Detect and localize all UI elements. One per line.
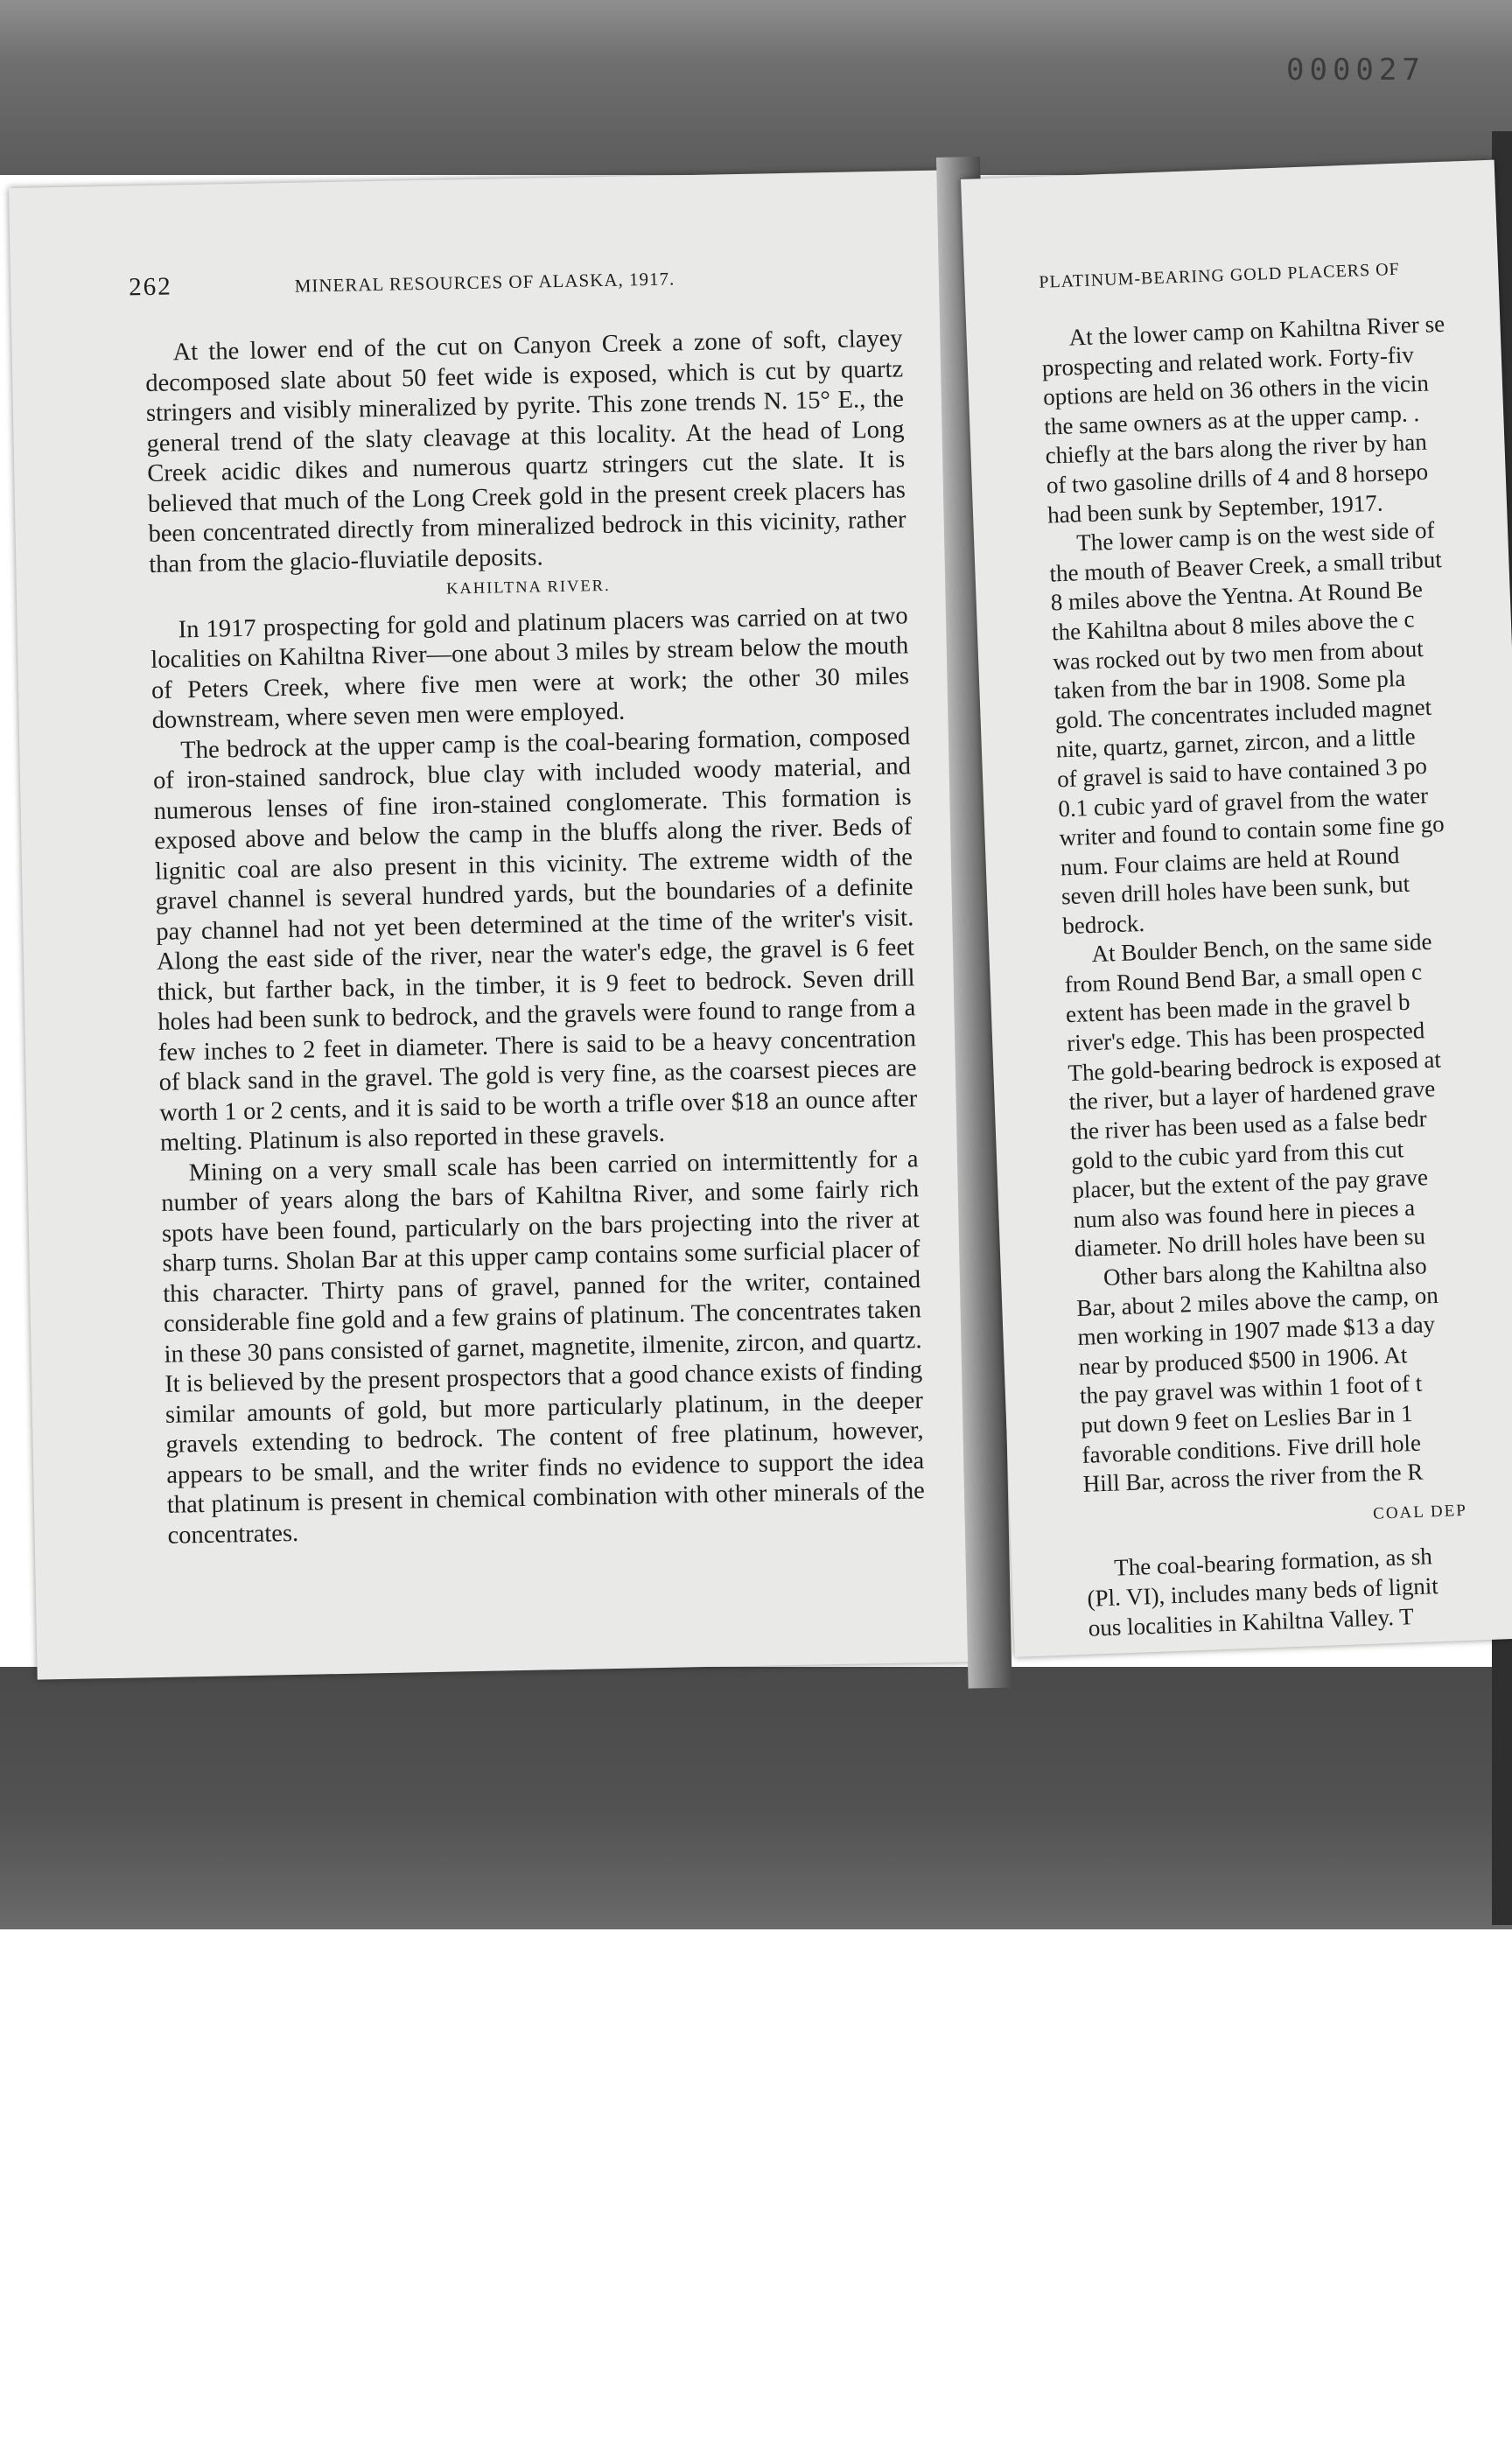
right-running-head: PLATINUM-BEARING GOLD PLACERS OF [1038,259,1401,292]
right-text-line: river's edge. This has been prospected [1066,1017,1425,1057]
running-head-title: MINERAL RESOURCES OF ALASKA, 1917. [294,268,676,297]
paragraph-bedrock-upper-camp: The bedrock at the upper camp is the coal-bearing formation, composed of iron-stained sandrock, blue clay with included woody material, and numerous lenses of fine iron-stained conglomerate. This formation is exposed above and below the camp in the bluffs along the river. Beds of lignitic coal are also present in this vicinity. The extreme width of the gravel channel is several hundred yards, but the boundaries of a definite pay channel had not yet been determined at the time of the writer's visit. Along the east side of the river, near the water's edge, the gravel is 6 feet thick, but farther back, in the timber, it is 9 feet to bedrock. Seven drill holes had been sunk to bedrock, and the gravels were found to range from a few inches to 2 feet in diameter. There is said to be a heavy concentration of black sand in the gravel. The gold is very fine, as the coarsest pieces are worth 1 or 2 cents, and it is said to be worth a trifle over $18 an ounce after melting. Platinum is also reported in these gravels. [152,722,918,1157]
right-text-line: the same owners as at the upper camp. . [1043,399,1420,440]
right-text-line: near by produced $500 in 1906. At [1078,1340,1408,1380]
right-text-line: writer and found to contain some fine go [1059,810,1446,851]
paragraph-canyon-creek: At the lower end of the cut on Canyon Creek a zone of soft, clayey decomposed slate about 50 feet wide is exposed, which is cut by quartz stringers and visibly mineralized by pyrite. This zone trends N. 15° E., the general trend of the slaty cleavage at this locality. At the head of Long Creek acidic dikes and numerous quartz stringers cut the slate. It is believed that much of the Long Creek gold in the present creek placers has been concentrated directly from mineralized bedrock in this vicinity, rather than from the glacio-fluviatile deposits. [145,325,906,578]
right-text-line: of two gasoline drills of 4 and 8 horsepo [1046,458,1429,499]
scan-background-top [0,0,1512,175]
right-text-line: men working in 1907 made $13 a day [1077,1311,1436,1351]
right-text-line: bedrock. [1061,909,1145,940]
right-text-line: the river, but a layer of hardened grave [1068,1075,1436,1116]
right-text-line: The lower camp is on the west side of [1075,516,1435,556]
right-text-line: ous localities in Kahiltna Valley. T [1088,1602,1415,1642]
right-text-line: num. Four claims are held at Round [1060,841,1400,881]
right-text-line: the pay gravel was within 1 foot of t [1079,1369,1423,1410]
right-page [961,160,1512,1657]
right-text-line: the mouth of Beaver Creek, a small tribut [1049,545,1443,587]
right-text-line: nite, quartz, garnet, zircon, and a little [1055,723,1417,763]
right-text-line: had been sunk by September, 1917. [1046,489,1383,528]
right-text-line: The coal-bearing formation, as sh [1113,1543,1433,1581]
right-text-line: of gravel is said to have contained 3 po [1056,752,1428,793]
right-text-line: the Kahiltna about 8 miles above the c [1051,606,1415,646]
right-text-line: At the lower camp on Kahiltna River se [1068,310,1446,351]
right-text-line: taken from the bar in 1908. Some pla [1053,664,1406,704]
right-text-line: At Boulder Bench, on the same side [1091,928,1433,968]
section-heading-coal-deposits: COAL DEP [1372,1501,1468,1523]
right-text-line: favorable conditions. Five drill hole [1081,1429,1422,1468]
right-text-line: 8 miles above the Yentna. At Round Be [1050,576,1424,616]
section-heading-kahiltna-river: KAHILTNA RIVER. [445,577,611,598]
left-text-column [11,323,970,1553]
right-text-line: prospecting and related work. Forty-fiv [1041,340,1415,382]
right-text-column [966,308,1512,1646]
right-text-line: gold. The concentrates included magnet [1054,693,1432,734]
right-text-line: seven drill holes have been sunk, but [1060,871,1410,910]
document-stamp-number: 000027 [1286,52,1425,88]
right-text-line: Hill Bar, across the river from the R [1082,1458,1424,1498]
right-text-line: diameter. No drill holes have been su [1074,1222,1426,1263]
right-text-line: (Pl. VI), includes many beds of lignit [1086,1572,1439,1612]
left-running-head [9,170,947,304]
right-text-line: from Round Bend Bar, a small open c [1064,958,1423,998]
paragraph-prospecting-1917: In 1917 prospecting for gold and platinum placers was carried on at two localities on Kahiltna River—one about 3 miles by stream below the mouth of Peters Creek, where five men were at work; the other 30 miles downstream, where seven men were employed. [150,601,910,734]
paragraph-mining-bars: Mining on a very small scale has been carried on intermittently for a number of years along the bars of Kahiltna River, and some fairly rich spots have been found, particularly on the bars projecting into the river at sharp turns. Sholan Bar at this upper camp contains some surficial placer of this character. Thirty pans of gravel, panned for the writer, contained considerable fine gold and a few grains of platinum. The concentrates taken in these 30 pans consisted of garnet, magnetite, ilmenite, zircon, and quartz. It is believed by the present prospectors that a good chance exists of finding similar amounts of gold, but more particularly platinum, in the deeper gravels extending to bedrock. The content of free platinum, however, appears to be small, and the writer finds no evidence to support the idea that platinum is present in chemical combination with other minerals of the concentrates. [161,1144,926,1550]
right-text-line: Bar, about 2 miles above the camp, on [1075,1281,1439,1321]
right-text-line: gold to the cubic yard from this cut [1070,1135,1404,1174]
right-text-line: 0.1 cubic yard of gravel from the water [1057,781,1429,822]
right-text-line: The gold-bearing bedrock is exposed at [1067,1046,1442,1087]
right-text-line: num also was found here in pieces a [1073,1194,1416,1233]
right-text-line: put down 9 feet on Leslies Bar in 1 [1080,1400,1414,1438]
left-page [9,170,976,1679]
right-text-line: options are held on 36 others in the vicin [1042,369,1430,410]
right-text-line: the river has been used as a false bedr [1069,1105,1428,1145]
right-text-line: was rocked out by two men from about [1052,634,1424,676]
right-text-line: extent has been made in the gravel b [1065,988,1410,1027]
right-text-line: placer, but the extent of the pay grave [1071,1164,1429,1204]
scan-background-bottom [0,1667,1512,1929]
page-number: 262 [128,272,173,302]
right-text-line: chiefly at the bars along the river by han [1045,429,1428,470]
right-text-line: Other bars along the Kahiltna also [1102,1252,1428,1291]
